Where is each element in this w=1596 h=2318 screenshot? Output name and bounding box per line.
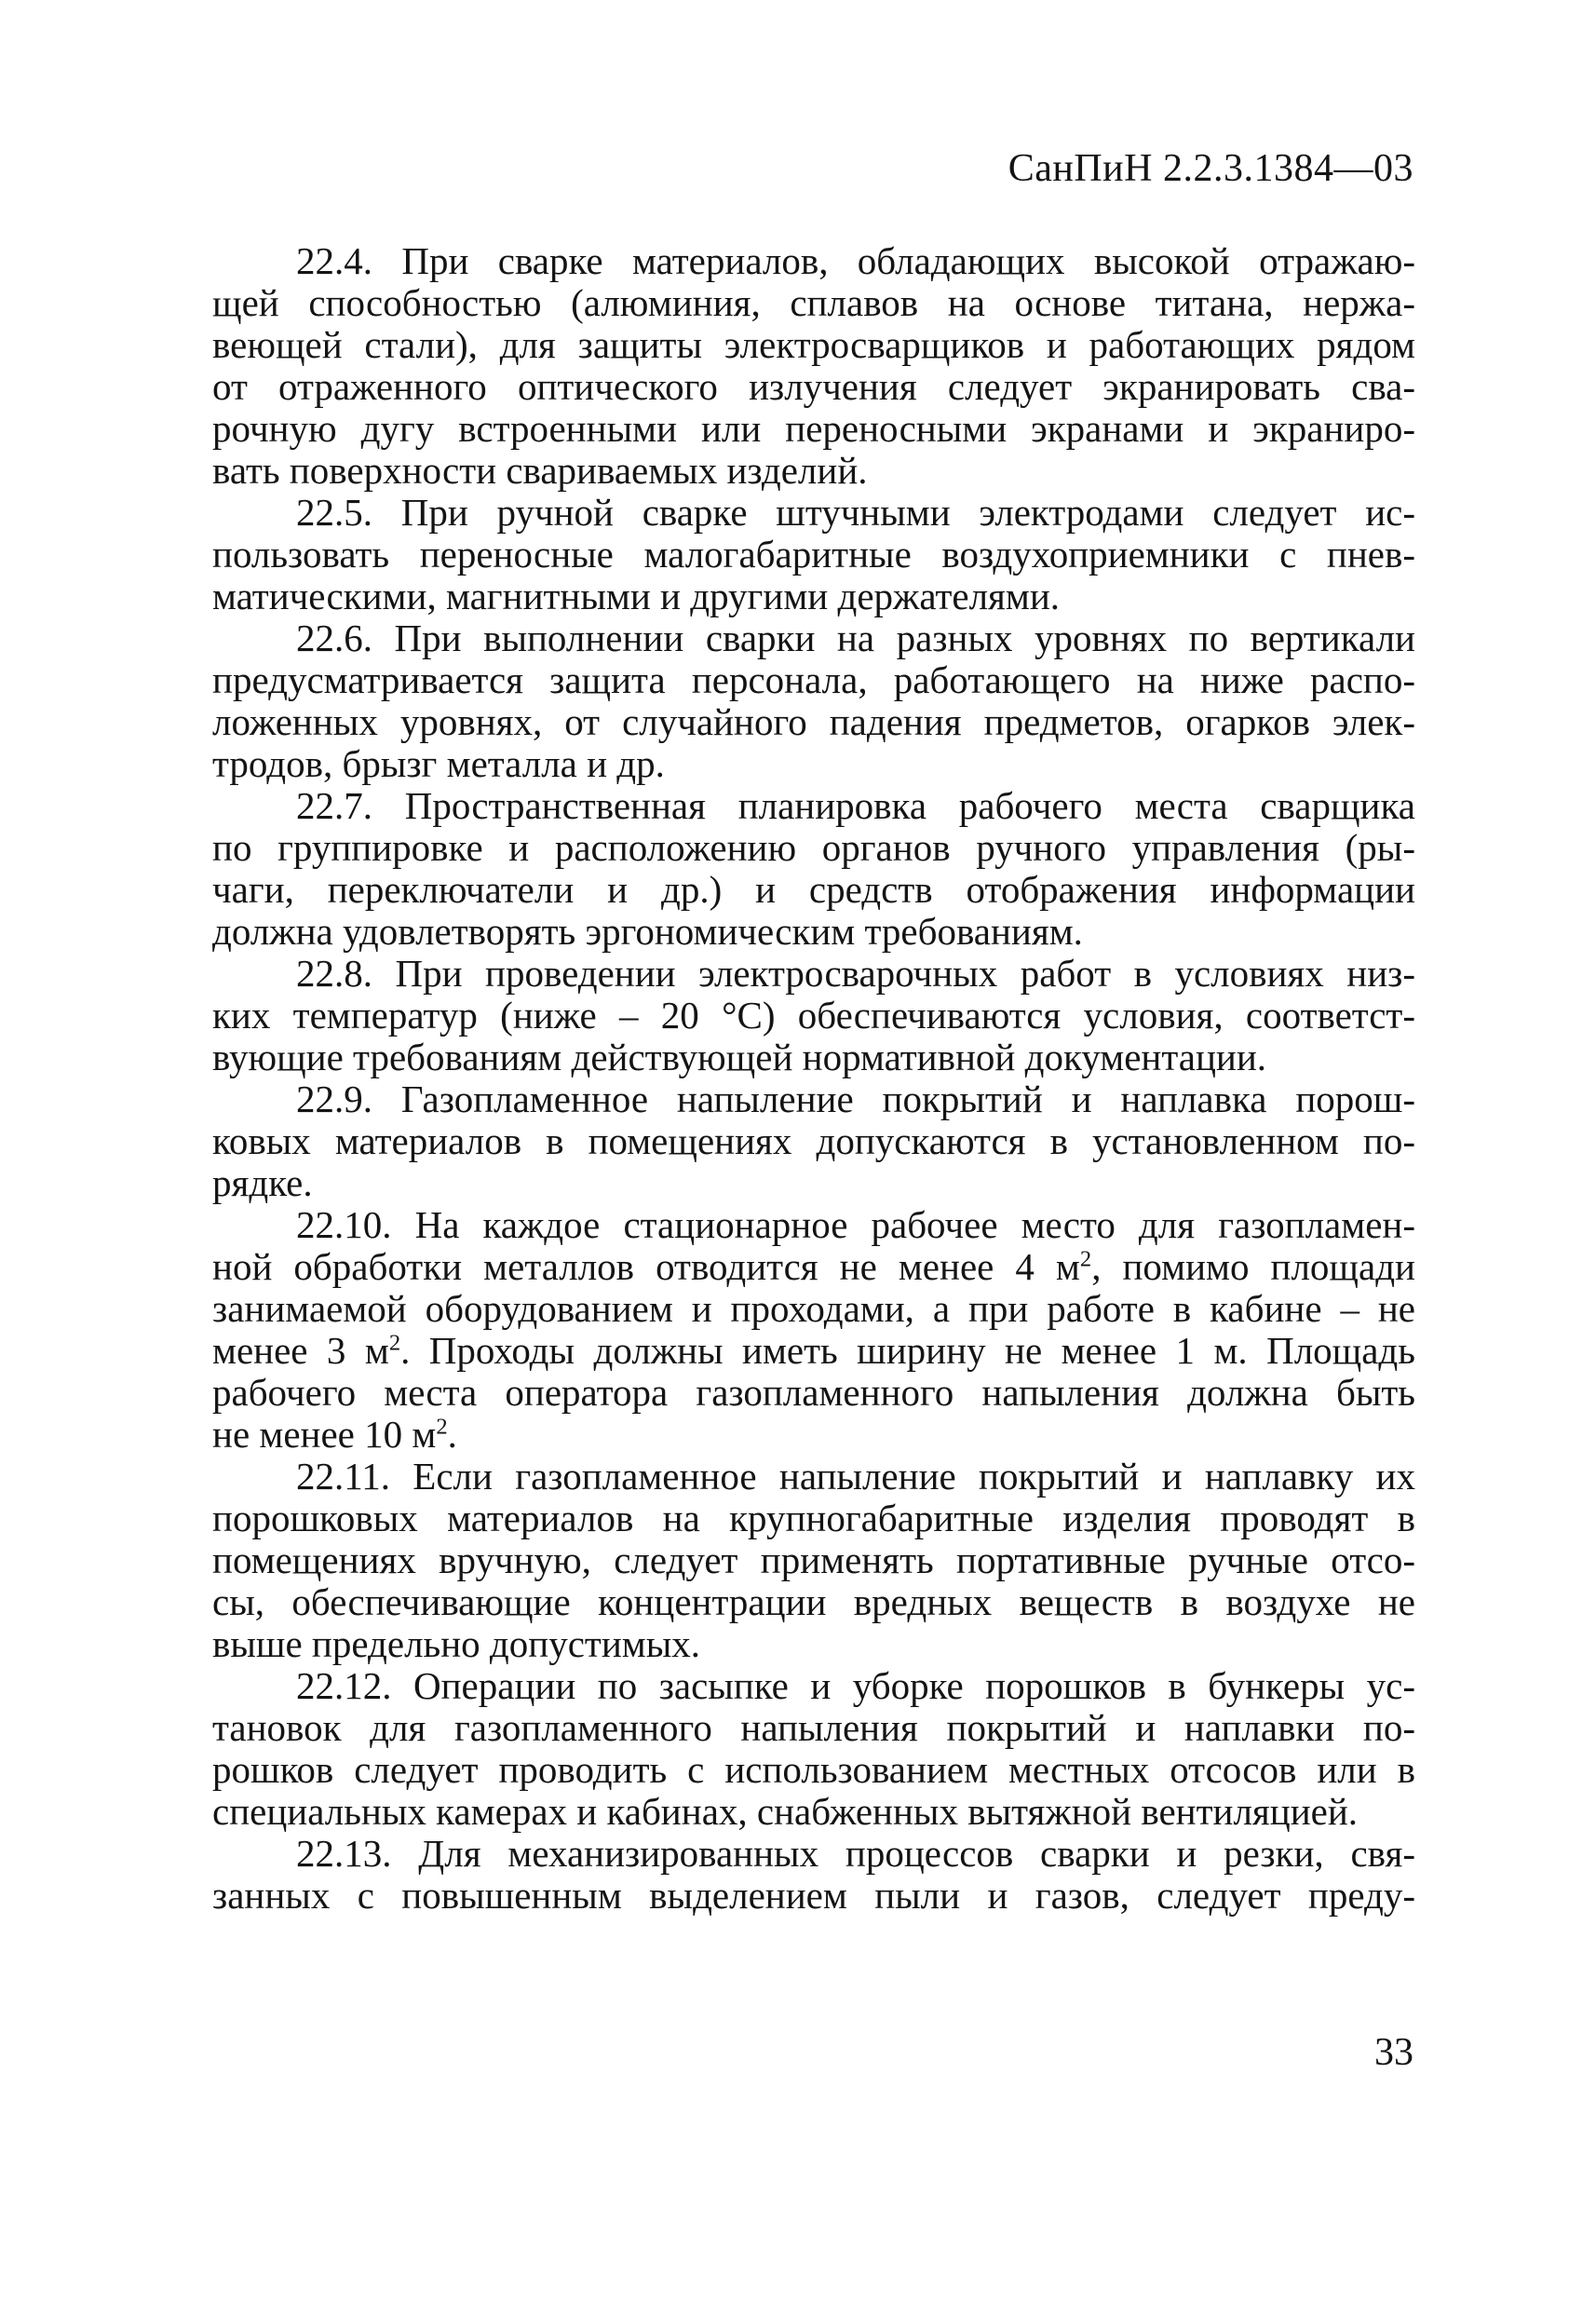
running-header: СанПиН 2.2.3.1384—03 <box>1008 147 1413 190</box>
text-line: чаги, переключатели и др.) и средств отображения информации <box>212 868 1415 911</box>
paragraph-22-4 <box>212 240 1415 492</box>
text-line: вать поверхности свариваемых изделий. <box>212 449 868 492</box>
text-line: рядке. <box>212 1161 313 1204</box>
text-line: 22.13. Для механизированных процессов сварки и резки, свя- <box>296 1832 1415 1875</box>
text-line: по группировке и расположению органов ручного управления (ры- <box>212 826 1415 869</box>
page-number: 33 <box>1374 2031 1413 2074</box>
text-line: 22.10. На каждое стационарное рабочее место для газопламен- <box>296 1203 1415 1246</box>
text-line: ковых материалов в помещениях допускаются в установленном по- <box>212 1119 1415 1162</box>
text-line: 22.12. Операции по засыпке и уборке порошков в бункеры ус- <box>296 1664 1415 1707</box>
text-line: рабочего места оператора газопламенного напыления должна быть <box>212 1371 1415 1414</box>
text-line: не менее 10 $м^2$. <box>212 1413 457 1456</box>
text-line: порошковых материалов на крупногабаритные изделия проводят в <box>212 1497 1415 1539</box>
paragraph-22-5 <box>212 492 1415 617</box>
text-line: должна удовлетворять эргономическим требованиям. <box>212 910 1083 953</box>
paragraph-22-10 <box>212 1204 1415 1456</box>
text-line: тродов, брызг металла и др. <box>212 742 665 785</box>
text-line: 22.5. При ручной сварке штучными электродами следует ис- <box>296 491 1415 534</box>
text-line: занных с повышенным выделением пыли и газов, следует преду- <box>212 1874 1415 1917</box>
text-body <box>212 240 1415 1917</box>
text-line: от отраженного оптического излучения следует экранировать сва- <box>212 365 1415 408</box>
paragraph-22-11 <box>212 1456 1415 1665</box>
paragraph-22-12 <box>212 1665 1415 1833</box>
text-line: предусматривается защита персонала, работающего на ниже распо- <box>212 658 1415 701</box>
paragraph-22-13 <box>212 1833 1415 1917</box>
text-line: 22.4. При сварке материалов, обладающих высокой отражаю- <box>296 239 1415 282</box>
text-line: менее 3 $м^2$. Проходы должны иметь ширину не менее 1 м. Площадь <box>212 1329 1415 1372</box>
text-line: веющей стали), для защиты электросварщиков и работающих рядом <box>212 323 1415 366</box>
paragraph-22-9 <box>212 1078 1415 1204</box>
text-line: помещениях вручную, следует применять портативные ручные отсо- <box>212 1539 1415 1581</box>
text-line: щей способностью (алюминия, сплавов на основе титана, нержа- <box>212 281 1415 324</box>
paragraph-22-6 <box>212 617 1415 785</box>
text-line: 22.11. Если газопламенное напыление покрытий и наплавку их <box>296 1455 1415 1498</box>
paragraph-22-8 <box>212 953 1415 1078</box>
text-line: 22.9. Газопламенное напыление покрытий и наплавка порош- <box>296 1078 1415 1120</box>
text-line: рочную дугу встроенными или переносными экранами и экраниро- <box>212 407 1415 450</box>
text-line: 22.7. Пространственная планировка рабочего места сварщика <box>296 784 1415 827</box>
text-line: рошков следует проводить с использованием местных отсосов или в <box>212 1748 1415 1791</box>
text-line: специальных камерах и кабинах, снабженных вытяжной вентиляцией. <box>212 1790 1359 1833</box>
text-line: ной обработки металлов отводится не менее 4 $м^2$, помимо площади <box>212 1245 1415 1288</box>
text-line: пользовать переносные малогабаритные воздухоприемники с пнев- <box>212 533 1415 576</box>
text-line: матическими, магнитными и другими держателями. <box>212 575 1061 617</box>
text-line: 22.8. При проведении электросварочных работ в условиях низ- <box>296 952 1415 995</box>
text-line: 22.6. При выполнении сварки на разных уровнях по вертикали <box>296 617 1415 659</box>
text-line: вующие требованиям действующей нормативной документации. <box>212 1036 1267 1078</box>
text-line: выше предельно допустимых. <box>212 1622 701 1665</box>
text-line: сы, обеспечивающие концентрации вредных веществ в воздухе не <box>212 1580 1415 1623</box>
text-line: тановок для газопламенного напыления покрытий и наплавки по- <box>212 1706 1415 1749</box>
text-line: ких температур (ниже – 20 °С) обеспечиваются условия, соответст- <box>212 994 1415 1037</box>
text-line: ложенных уровнях, от случайного падения предметов, огарков элек- <box>212 700 1415 743</box>
paragraph-22-7 <box>212 785 1415 953</box>
text-line: занимаемой оборудованием и проходами, а при работе в кабине – не <box>212 1287 1415 1330</box>
